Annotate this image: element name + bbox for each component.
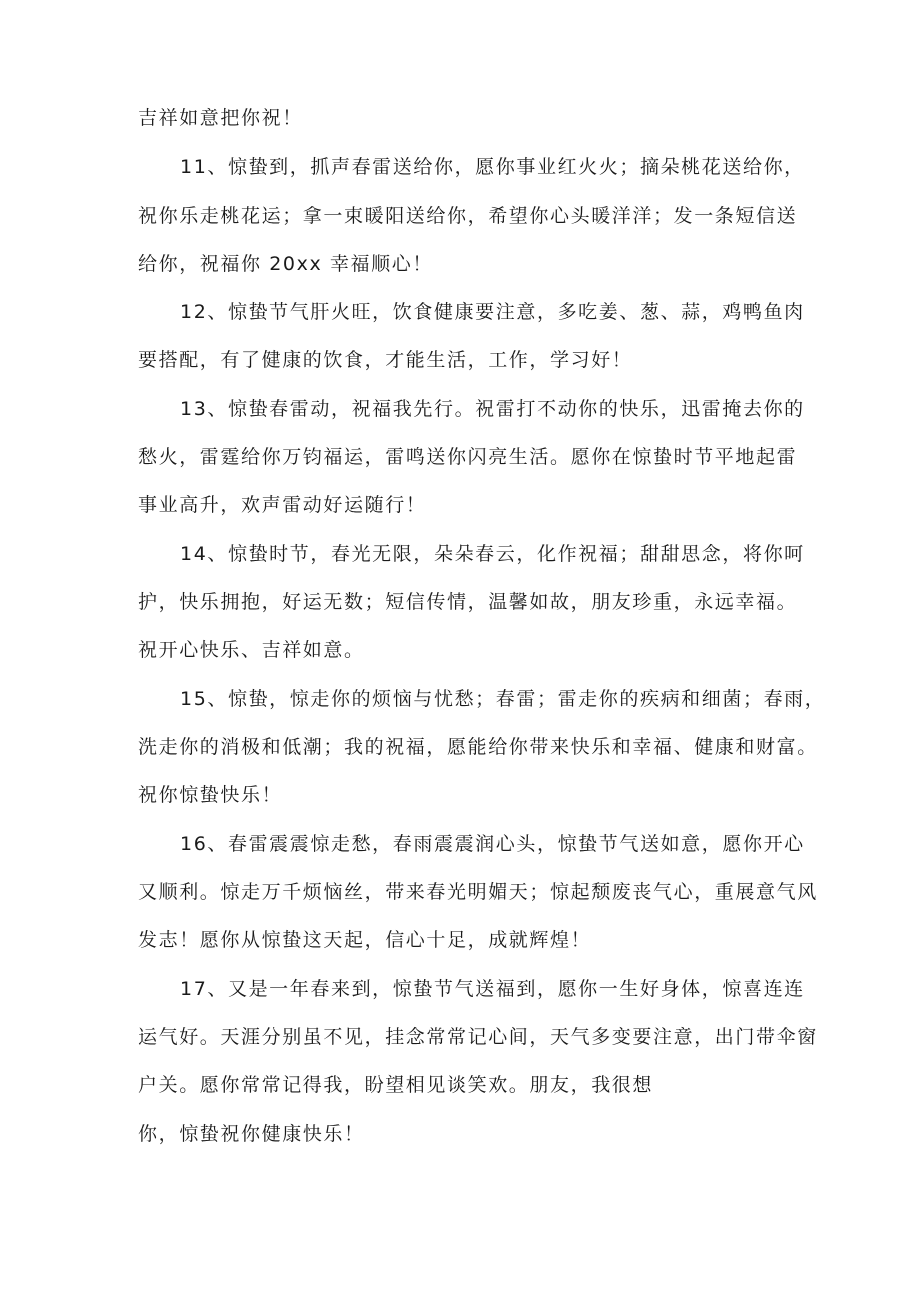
text-line: 13、惊蛰春雷动，祝福我先行。祝雷打不动你的快乐，迅雷掩去你的 (180, 398, 805, 420)
text-line: 15、惊蛰，惊走你的烦恼与忧愁；春雷；雷走你的疾病和细菌；春雨， (180, 688, 826, 710)
text-line: 愁火，雷霆给你万钧福运，雷鸣送你闪亮生活。愿你在惊蛰时节平地起雷 (138, 446, 798, 468)
text-line: 事业高升，欢声雷动好运随行！ (138, 494, 427, 516)
text-line: 16、春雷震震惊走愁，春雨震震润心头，惊蛰节气送如意，愿你开心 (180, 833, 805, 855)
text-line: 运气好。天涯分别虽不见，挂念常常记心间，天气多变要注意，出门带伞窗 (138, 1026, 818, 1048)
text-line: 12、惊蛰节气肝火旺，饮食健康要注意，多吃姜、葱、蒜，鸡鸭鱼肉 (180, 301, 805, 323)
text-line: 11、惊蛰到，抓声春雷送给你，愿你事业红火火；摘朵桃花送给你， (180, 156, 805, 178)
text-line: 给你，祝福你 20xx 幸福顺心！ (138, 253, 433, 275)
text-line: 发志！愿你从惊蛰这天起，信心十足，成就辉煌！ (138, 929, 592, 951)
text-line: 祝你惊蛰快乐！ (138, 784, 283, 806)
text-line: 要搭配，有了健康的饮食，才能生活，工作，学习好！ (138, 349, 633, 371)
text-line: 17、又是一年春来到，惊蛰节气送福到，愿你一生好身体，惊喜连连 (180, 978, 805, 1000)
text-line: 祝你乐走桃花运；拿一束暖阳送给你，希望你心头暖洋洋；发一条短信送 (138, 205, 798, 227)
text-line: 洗走你的消极和低潮；我的祝福，愿能给你带来快乐和幸福、健康和财富。 (138, 736, 818, 758)
text-line: 14、惊蛰时节，春光无限，朵朵春云，化作祝福；甜甜思念，将你呵 (180, 543, 805, 565)
text-line: 户关。愿你常常记得我，盼望相见谈笑欢。朋友，我很想 (138, 1074, 654, 1096)
text-line: 祝开心快乐、吉祥如意。 (138, 639, 365, 661)
text-line: 护，快乐拥抱，好运无数；短信传情，温馨如故，朋友珍重，永远幸福。 (138, 591, 798, 613)
text-line: 吉祥如意把你祝！ (138, 107, 303, 129)
text-line: 你，惊蛰祝你健康快乐！ (138, 1123, 365, 1145)
text-line: 又顺利。惊走万千烦恼丝，带来春光明媚天；惊起颓废丧气心，重展意气风 (138, 881, 818, 903)
